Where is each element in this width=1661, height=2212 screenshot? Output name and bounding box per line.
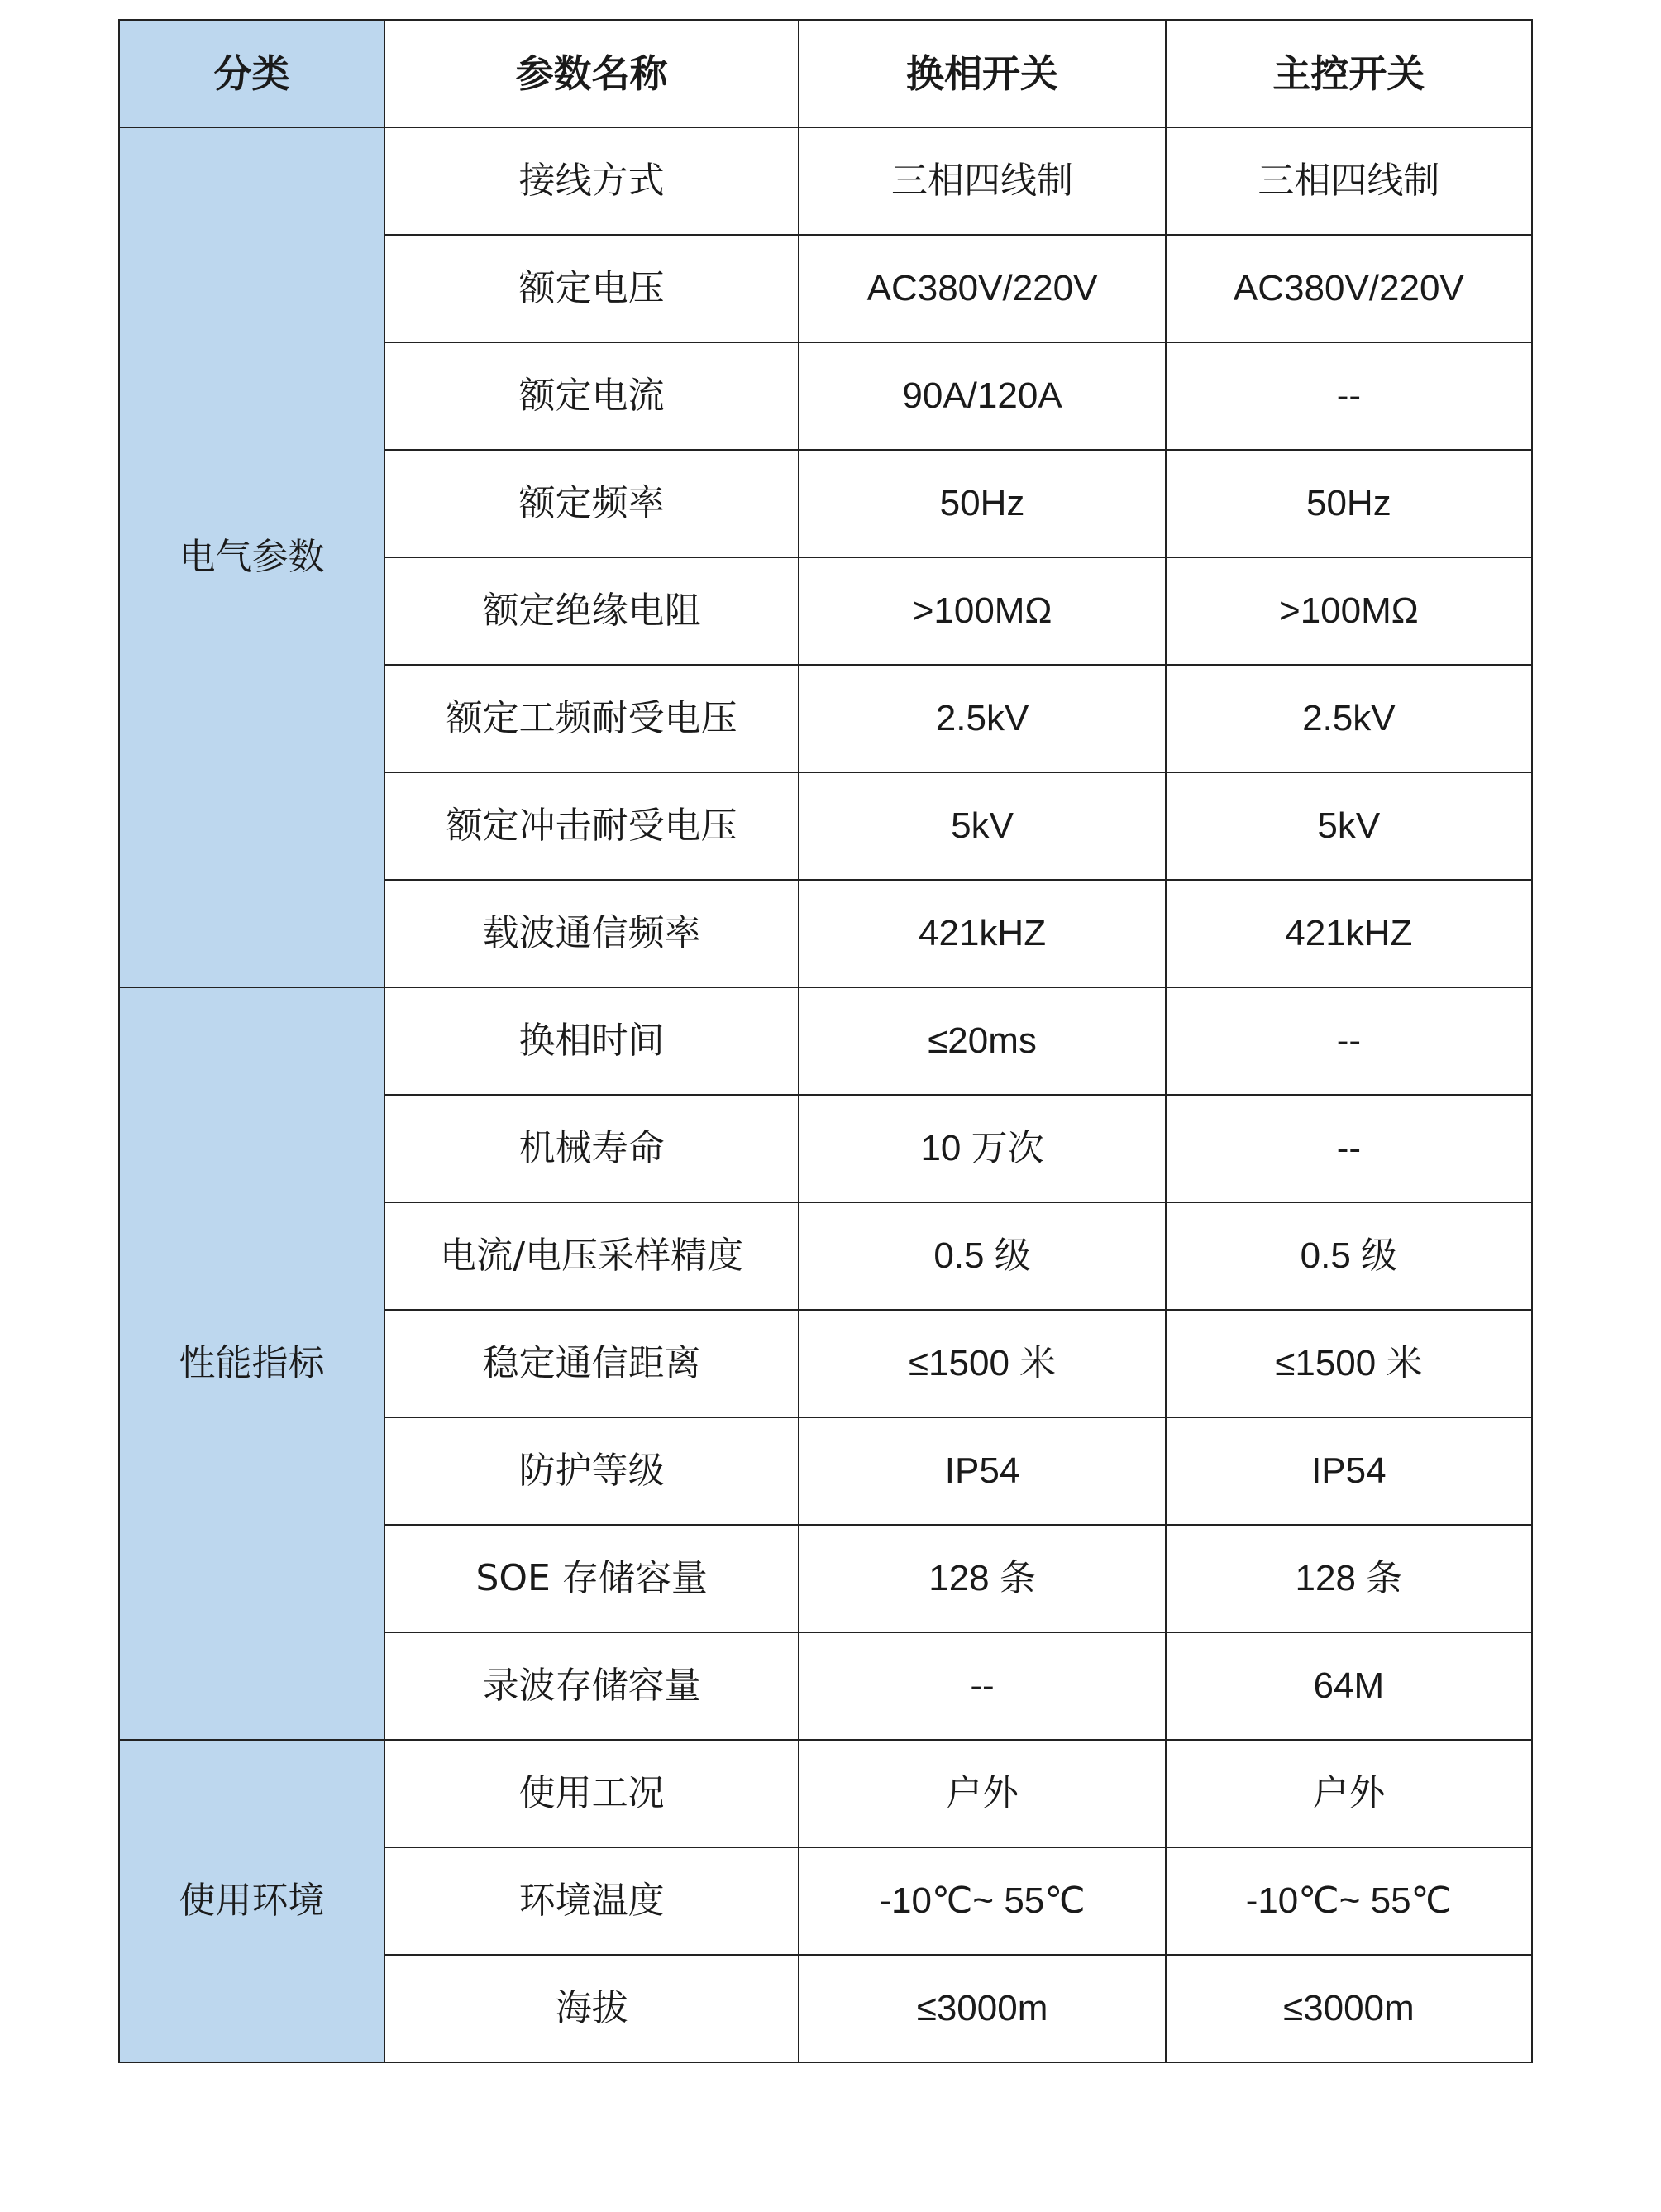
value-cell-b: 5kV — [1166, 772, 1532, 880]
param-cell: 稳定通信距离 — [384, 1310, 799, 1417]
header-category: 分类 — [119, 20, 384, 127]
value-cell-b: 50Hz — [1166, 450, 1532, 557]
param-cell: 额定电流 — [384, 342, 799, 450]
value-cell-a: 421kHZ — [799, 880, 1165, 987]
param-cell: 接线方式 — [384, 127, 799, 235]
value-cell-a: -- — [799, 1632, 1165, 1740]
header-row — [119, 20, 1532, 127]
value-cell-b: >100MΩ — [1166, 557, 1532, 665]
param-cell: 载波通信频率 — [384, 880, 799, 987]
value-cell-b: ≤1500 米 — [1166, 1310, 1532, 1417]
value-cell-a: 0.5 级 — [799, 1202, 1165, 1310]
value-cell-a: IP54 — [799, 1417, 1165, 1525]
category-cell-performance: 性能指标 — [119, 987, 384, 1740]
value-cell-a: ≤1500 米 — [799, 1310, 1165, 1417]
value-cell-b: 2.5kV — [1166, 665, 1532, 772]
value-cell-b: 三相四线制 — [1166, 127, 1532, 235]
param-cell: 额定频率 — [384, 450, 799, 557]
value-cell-a: ≤3000m — [799, 1955, 1165, 2062]
value-cell-b: -- — [1166, 987, 1532, 1095]
value-cell-a: ≤20ms — [799, 987, 1165, 1095]
spec-table — [118, 19, 1533, 2063]
value-cell-b: 64M — [1166, 1632, 1532, 1740]
param-cell: 额定绝缘电阻 — [384, 557, 799, 665]
header-param: 参数名称 — [384, 20, 799, 127]
table-row — [119, 987, 1532, 1095]
param-cell: 额定工频耐受电压 — [384, 665, 799, 772]
param-cell: 防护等级 — [384, 1417, 799, 1525]
value-cell-b: 128 条 — [1166, 1525, 1532, 1632]
value-cell-a: 90A/120A — [799, 342, 1165, 450]
param-cell: 电流/电压采样精度 — [384, 1202, 799, 1310]
header-col-a: 换相开关 — [799, 20, 1165, 127]
value-cell-b: 0.5 级 — [1166, 1202, 1532, 1310]
header-col-b: 主控开关 — [1166, 20, 1532, 127]
param-cell: 机械寿命 — [384, 1095, 799, 1202]
param-cell: 录波存储容量 — [384, 1632, 799, 1740]
param-cell: 换相时间 — [384, 987, 799, 1095]
param-cell: 使用工况 — [384, 1740, 799, 1847]
value-cell-a: -10℃~ 55℃ — [799, 1847, 1165, 1955]
value-cell-a: 10 万次 — [799, 1095, 1165, 1202]
param-cell: 额定冲击耐受电压 — [384, 772, 799, 880]
value-cell-b: -- — [1166, 1095, 1532, 1202]
value-cell-b: IP54 — [1166, 1417, 1532, 1525]
value-cell-a: 2.5kV — [799, 665, 1165, 772]
param-cell: 环境温度 — [384, 1847, 799, 1955]
value-cell-a: 128 条 — [799, 1525, 1165, 1632]
value-cell-b: AC380V/220V — [1166, 235, 1532, 342]
value-cell-a: 50Hz — [799, 450, 1165, 557]
value-cell-a: AC380V/220V — [799, 235, 1165, 342]
param-cell: 额定电压 — [384, 235, 799, 342]
value-cell-b: ≤3000m — [1166, 1955, 1532, 2062]
category-cell-electrical: 电气参数 — [119, 127, 384, 987]
category-cell-environment: 使用环境 — [119, 1740, 384, 2062]
value-cell-b: 421kHZ — [1166, 880, 1532, 987]
value-cell-b: 户外 — [1166, 1740, 1532, 1847]
value-cell-a: 5kV — [799, 772, 1165, 880]
table-row — [119, 1740, 1532, 1847]
value-cell-a: 三相四线制 — [799, 127, 1165, 235]
value-cell-b: -- — [1166, 342, 1532, 450]
table-row — [119, 127, 1532, 235]
param-cell: SOE 存储容量 — [384, 1525, 799, 1632]
value-cell-a: 户外 — [799, 1740, 1165, 1847]
value-cell-a: >100MΩ — [799, 557, 1165, 665]
value-cell-b: -10℃~ 55℃ — [1166, 1847, 1532, 1955]
param-cell: 海拔 — [384, 1955, 799, 2062]
